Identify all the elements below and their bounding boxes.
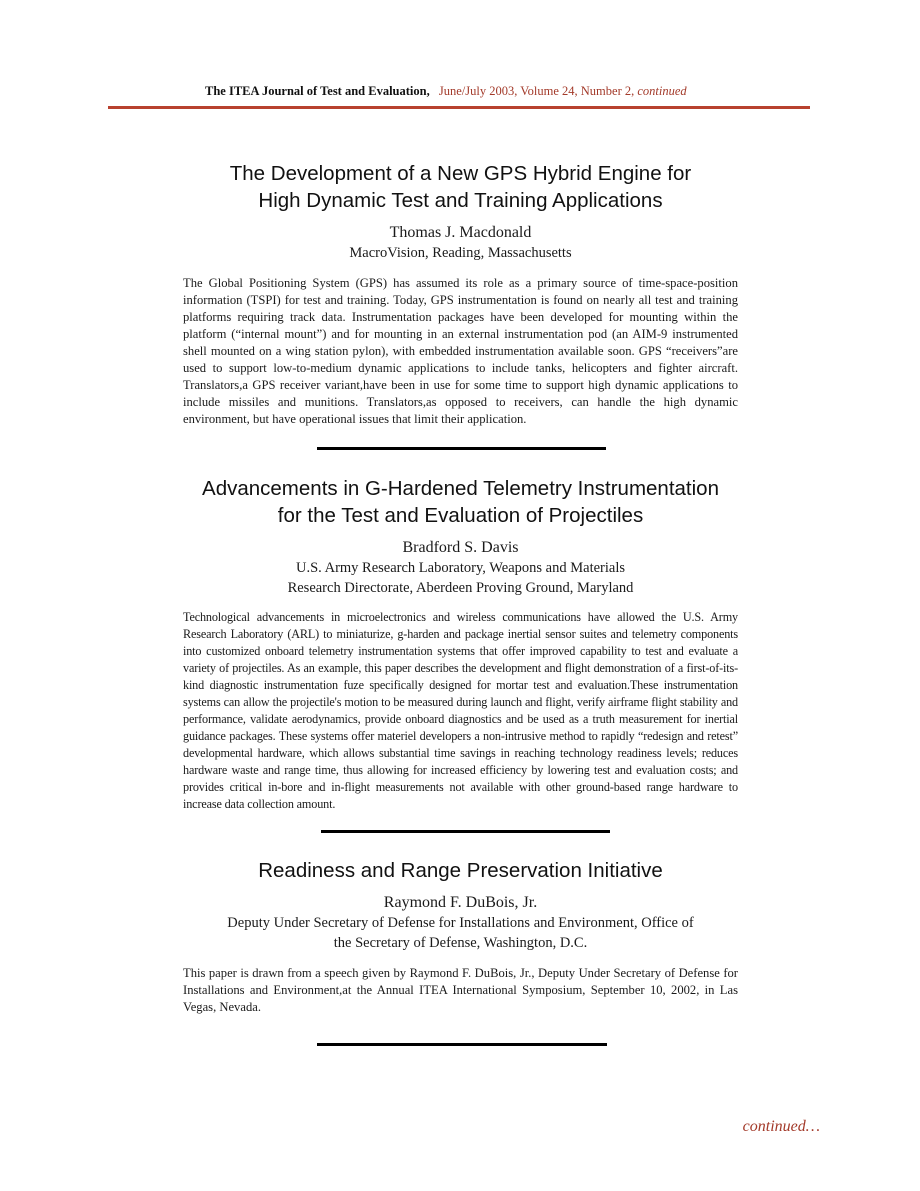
article-title: [183, 160, 738, 214]
article-affiliation: MacroVision, Reading, Massachusetts: [349, 245, 572, 261]
running-header: [205, 84, 687, 99]
article-title: [183, 857, 738, 884]
section-divider: [317, 447, 606, 450]
journal-name: The ITEA Journal of Test and Evaluation,: [205, 84, 430, 98]
article-title: [183, 475, 738, 529]
section-divider: [321, 830, 610, 833]
footer-continued: continued…: [742, 1118, 820, 1135]
article-readiness-range: [183, 857, 738, 1016]
title-line: The Development of a New GPS Hybrid Engine for: [229, 162, 692, 185]
article-affiliation: the Secretary of Defense, Washington, D.C.: [333, 935, 588, 951]
title-line: Advancements in G-Hardened Telemetry Instrumentation: [202, 477, 719, 500]
article-affiliation: Deputy Under Secretary of Defense for Installations and Environment, Office of: [227, 915, 694, 931]
article-abstract: Technological advancements in microelectronics and wireless communications have allowed the U.S. Army Research Laboratory (ARL) to miniaturize, g-harden and package inertial sensor suites and telemetry components into customized onboard telemetry instrumentation systems that offer improved capability to test and evaluate a variety of projectiles. As an example, this paper describes the development and flight demonstration of a first-of-its-kind diagnostic instrumentation fuze specifically designed for mortar test and evaluation.These instrumentation systems can allow the projectile's motion to be measured during launch and flight, verify airframe flight stability and performance, validate aerodynamics, provide onboard diagnostics and be used as a truth measurement for inertial guidance packages. These systems offer materiel developers a non-intrusive method to rapidly “redesign and retest” developmental hardware, which allows substantial time savings in reaching technology readiness levels; reduces hardware waste and range time, thus allowing for increased efficiency by lowering test and evaluation costs; and provides critical in-bore and in-flight measurements not available with other ground-based range hardware to increase data collection amount.: [183, 610, 738, 811]
title-line: for the Test and Evaluation of Projectiles: [277, 504, 644, 527]
article-abstract: This paper is drawn from a speech given by Raymond F. DuBois, Jr., Deputy Under Secretary of Defense for Installations and Environment,at the Annual ITEA International Symposium, September 10, 2002, in Las Vegas, Nevada.: [183, 966, 738, 1014]
header-continued: continued: [637, 84, 687, 98]
section-divider: [317, 1043, 607, 1046]
article-gps-hybrid-engine: [183, 160, 738, 428]
title-line: High Dynamic Test and Training Applications: [258, 189, 663, 212]
article-author: Thomas J. Macdonald: [389, 224, 532, 241]
title-line: Readiness and Range Preservation Initiative: [258, 859, 663, 882]
article-affiliation: U.S. Army Research Laboratory, Weapons and Materials: [295, 560, 626, 576]
article-author: Bradford S. Davis: [402, 539, 519, 556]
issue-info: June/July 2003, Volume 24, Number 2,: [438, 84, 635, 98]
article-author: Raymond F. DuBois, Jr.: [383, 894, 538, 911]
header-rule: [108, 106, 810, 109]
article-affiliation: Research Directorate, Aberdeen Proving Ground, Maryland: [287, 580, 634, 596]
article-g-hardened-telemetry: [183, 475, 738, 813]
article-abstract: The Global Positioning System (GPS) has assumed its role as a primary source of time-space-position information (TSPI) for test and training. Today, GPS instrumentation is found on nearly all test and training platforms requiring track data. Instrumentation packages have been developed for mounting within the platform (“internal mount”) and for mounting in an external instrumentation pod (an AIM-9 instrumented shell mounted on a wing station pylon), with embedded instrumentation available soon. GPS “receivers”are used to support low-to-medium dynamic applications to include tanks, helicopters and fighter aircraft. Translators,a GPS receiver variant,have been in use for some time to support high dynamic applications to include missiles and munitions. Translators,as opposed to receivers, can handle the high dynamic environment, but have operational issues that limit their application.: [183, 276, 738, 426]
